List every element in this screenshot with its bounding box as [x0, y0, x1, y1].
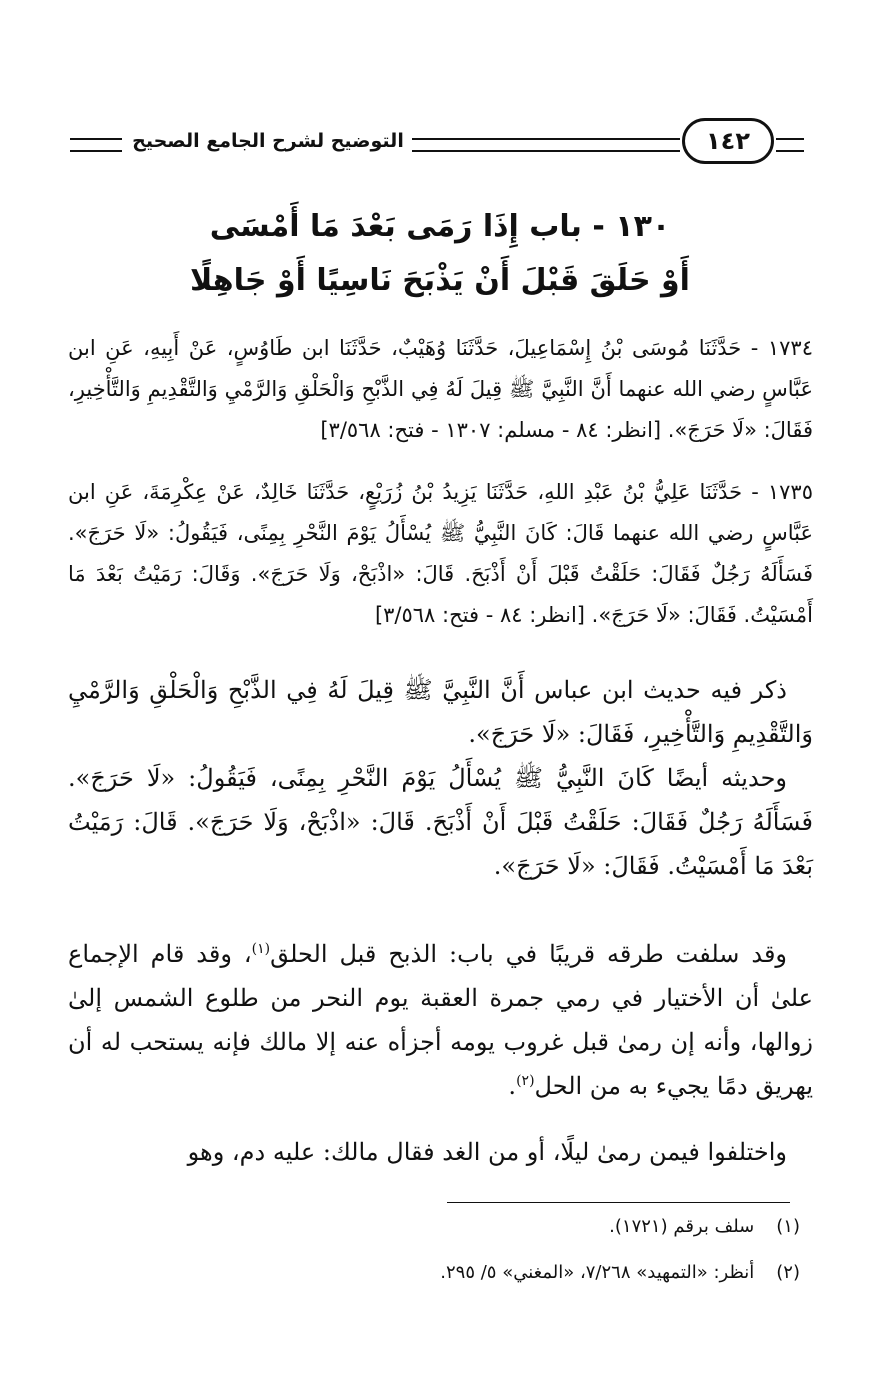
hadith-1735-reference: [انظر: ٨٤ - فتح: ٣/٥٦٨]	[374, 603, 585, 627]
running-title: التوضيح لشرح الجامع الصحيح	[132, 130, 404, 152]
footnote-2-text: أنظر: «التمهيد» ٧/٢٦٨، «المغني» ٥/ ٢٩٥.	[440, 1262, 755, 1283]
hadith-1734-text: ١٧٣٤ - حَدَّثَنَا مُوسَى بْنُ إِسْمَاعِيلَ، حَدَّثَنَا وُهَيْبٌ، حَدَّثَنَا ابن طَاوُسٍ، عَنْ أَبِيهِ، عَنِ ابن عَبَّاسٍ رضي الله عنهما أَنَّ النَّبِيَّ ﷺ قِيلَ لَهُ فِي الذَّبْحِ وَالْحَلْقِ وَالرَّمْيِ وَالتَّقْدِيمِ وَالتَّأْخِيرِ، فَقَالَ: «لَا حَرَجَ».	[68, 336, 813, 442]
commentary-paragraph-3-text-b: ، وقد قام الإجماع علىٰ أن الأختيار في رمي جمرة العقبة يوم النحر من طلوع الشمس إلىٰ زوالها، وأنه إن رمىٰ قبل غروب يومه أجزأه عنه إلا مالك فإنه يستحب له أن يهريق دمًا يجيء به من الحل	[68, 940, 813, 1100]
chapter-heading-line-1: ١٣٠ - باب إِذَا رَمَى بَعْدَ مَا أَمْسَى	[209, 209, 671, 244]
chapter-heading	[90, 200, 790, 308]
footnote-marker-2[interactable]: (٢)	[516, 1073, 535, 1089]
footnote-1-text: سلف برقم (١٧٢١).	[609, 1216, 755, 1237]
hadith-1734-reference: [انظر: ٨٤ - مسلم: ١٣٠٧ - فتح: ٣/٥٦٨]	[320, 418, 662, 442]
commentary-paragraph-1-text: ذكر فيه حديث ابن عباس أَنَّ النَّبِيَّ ﷺ قِيلَ لَهُ فِي الذَّبْحِ وَالْحَلْقِ وَالرَّمْيِ وَالتَّقْدِيمِ وَالتَّأْخِيرِ، فَقَالَ: «لَا حَرَجَ».	[68, 676, 813, 748]
commentary-paragraph-3-text-c: .	[508, 1072, 517, 1100]
footnote-marker-1[interactable]: (١)	[251, 941, 271, 957]
running-header	[70, 118, 810, 172]
header-rule-left	[70, 138, 122, 152]
footnote-2-number: (٢)	[776, 1262, 800, 1283]
commentary-paragraph-4	[68, 1130, 813, 1174]
page-number: ١٤٢	[682, 118, 774, 164]
hadith-1734	[68, 328, 813, 451]
hadith-1735	[68, 472, 813, 636]
header-rule-middle	[412, 138, 680, 152]
footnote-separator	[447, 1202, 790, 1203]
commentary-paragraph-4-text: واختلفوا فيمن رمىٰ ليلًا، أو من الغد فقال مالك: عليه دم، وهو	[187, 1138, 787, 1166]
commentary-paragraph-1	[68, 668, 813, 756]
chapter-heading-line-2: أَوْ حَلَقَ قَبْلَ أَنْ يَذْبَحَ نَاسِيًا أَوْ جَاهِلًا	[190, 263, 690, 298]
header-rule-right	[776, 138, 804, 152]
commentary-paragraph-2-text: وحديثه أيضًا كَانَ النَّبِيُّ ﷺ يُسْأَلُ يَوْمَ النَّحْرِ بِمِنًى، فَيَقُولُ: «لَا حَرَجَ». فَسَأَلَهُ رَجُلٌ فَقَالَ: حَلَقْتُ قَبْلَ أَنْ أَذْبَحَ. قَالَ: «اذْبَحْ، وَلَا حَرَجَ». قَالَ: رَمَيْتُ بَعْدَ مَا أَمْسَيْتُ. فَقَالَ: «لَا حَرَجَ».	[68, 764, 813, 880]
footnote-1	[300, 1212, 800, 1242]
commentary-paragraph-2	[68, 756, 813, 888]
commentary-paragraph-3-text-a: وقد سلفت طرقه قريبًا في باب: الذبح قبل الحلق	[270, 940, 788, 968]
footnote-1-number: (١)	[776, 1216, 800, 1237]
commentary-paragraph-3	[68, 932, 813, 1108]
footnote-2	[300, 1258, 800, 1288]
hadith-1735-text: ١٧٣٥ - حَدَّثَنَا عَلِيُّ بْنُ عَبْدِ اللهِ، حَدَّثَنَا يَزِيدُ بْنُ زُرَيْعٍ، حَدَّثَنَا خَالِدٌ، عَنْ عِكْرِمَةَ، عَنِ ابن عَبَّاسٍ رضي الله عنهما قَالَ: كَانَ النَّبِيُّ ﷺ يُسْأَلُ يَوْمَ النَّحْرِ بِمِنًى، فَيَقُولُ: «لَا حَرَجَ». فَسَأَلَهُ رَجُلٌ فَقَالَ: حَلَقْتُ قَبْلَ أَنْ أَذْبَحَ. قَالَ: «اذْبَحْ، وَلَا حَرَجَ». وَقَالَ: رَمَيْتُ بَعْدَ مَا أَمْسَيْتُ. فَقَالَ: «لَا حَرَجَ».	[68, 480, 813, 627]
